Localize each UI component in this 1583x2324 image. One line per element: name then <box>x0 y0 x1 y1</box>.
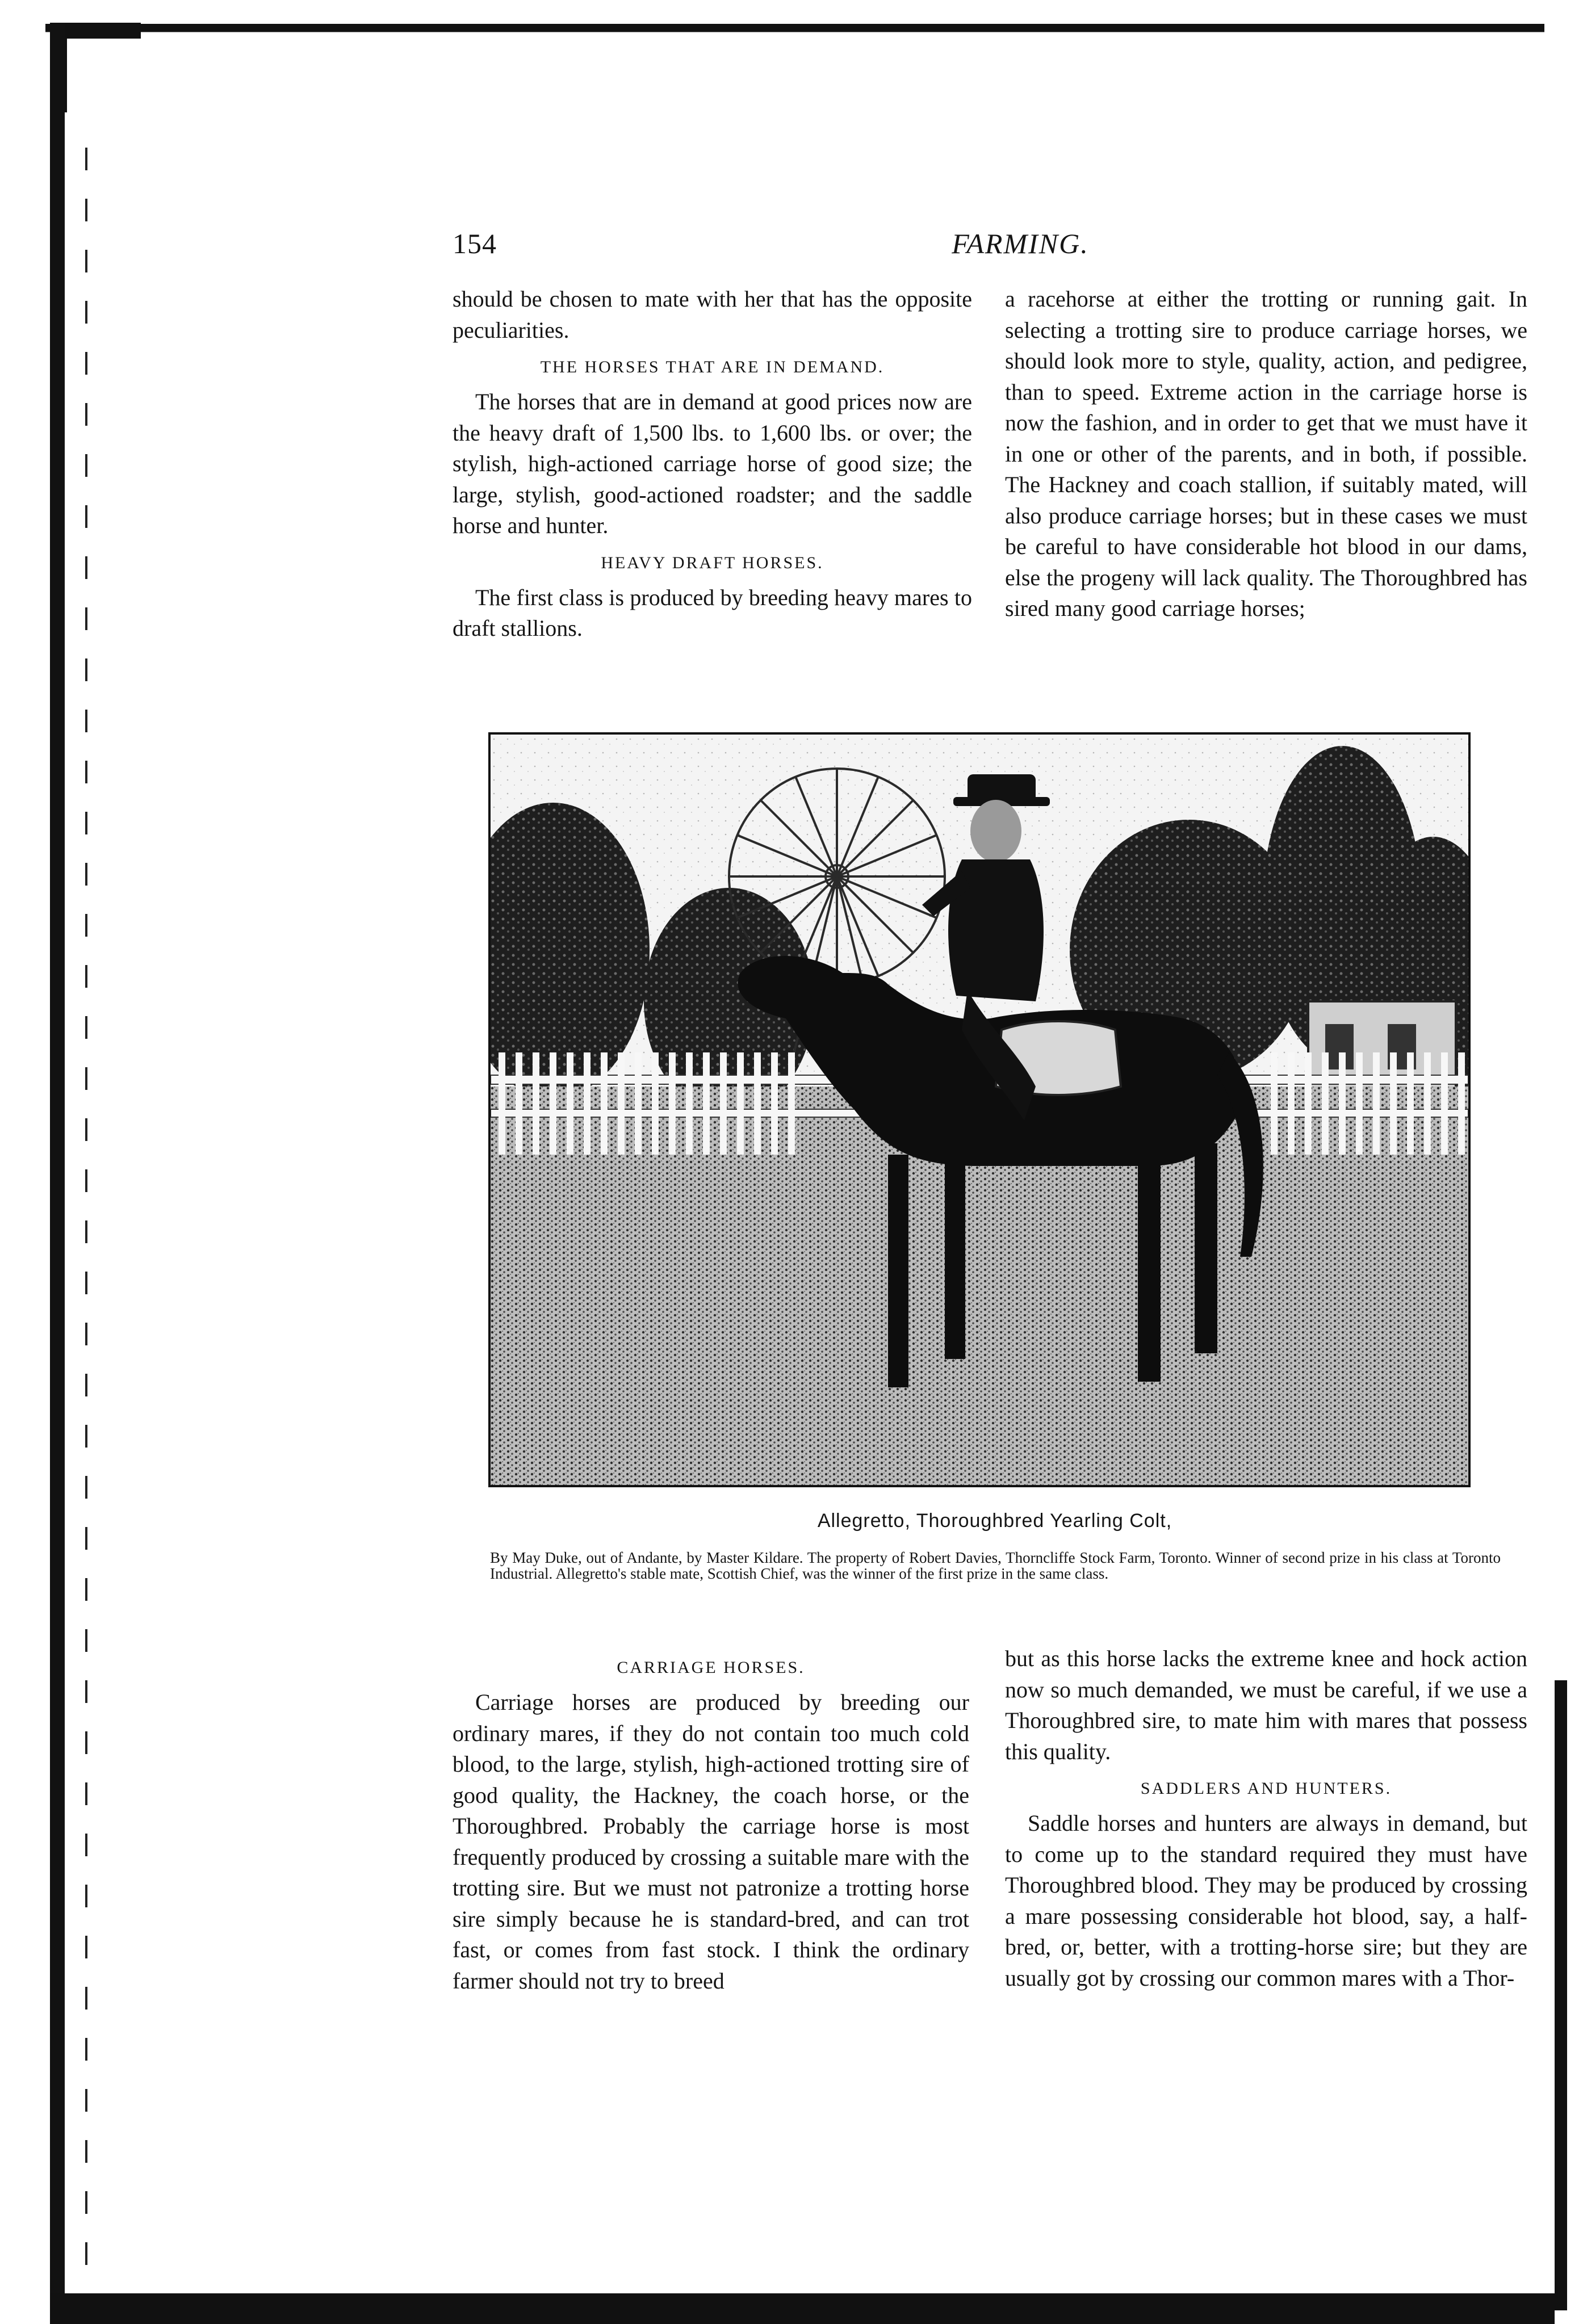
section-heading-saddlers-and-hunters: SADDLERS AND HUNTERS. <box>1140 1779 1392 1798</box>
paragraph: Saddle horses and hunters are always in demand, but to come up to the standard required they must have Thoroughbred blood. They may be produced by crossing a mare possessing considerable hot blood, say, a half-bred, or, better, with a trotting-horse sire; but they are usually got by crossing our common mares with a Thor- <box>1005 1810 1527 1991</box>
scan-border-bottom <box>50 2293 1555 2324</box>
figure-caption-body <box>490 1550 1501 1582</box>
page-header <box>453 227 1537 267</box>
paragraph: a racehorse at either the trotting or running gait. In selecting a trotting sire to produce carriage horses, we should look more to style, quality, action, and pedigree, than to speed. Extreme action in the carriage horse is now the fashion, and in order to get that we must have it in one or other of the parents, and in both, if possible. The Hackney and coach stallion, if suitably mated, will also produce carriage horses; but in these cases we must be careful to have considerable hot blood in our dams, else the progeny will lack quality. The Thoroughbred has sired many good carriage horses; <box>1005 286 1527 621</box>
column-bottom-left <box>453 1646 969 1996</box>
paragraph: The horses that are in demand at good prices now are the heavy draft of 1,500 lbs. to 1,600 lbs. or over; the stylish, high-actioned carriage horse of good size; the large, stylish, good-actioned roadster; and the saddle horse and hunter. <box>453 389 972 538</box>
section-heading-heavy-draft: HEAVY DRAFT HORSES. <box>601 553 824 572</box>
page-number: 154 <box>453 228 497 259</box>
figure-caption-text: By May Duke, out of Andante, by Master Kildare. The property of Robert Davies, Thorncliffe Stock Farm, Toronto. Winner of second prize in his class at Toronto Industrial. Allegretto's stable mate, Scottish Chief, was the winner of the first prize in the same class. <box>490 1549 1501 1582</box>
paragraph: should be chosen to mate with her that has the opposite peculiarities. <box>453 286 972 343</box>
section-heading-carriage-horses: CARRIAGE HORSES. <box>617 1658 805 1677</box>
running-title: FARMING. <box>952 228 1089 259</box>
scan-border-top <box>45 24 1544 39</box>
column-bottom-right <box>1005 1643 1527 1994</box>
scan-border-right <box>1555 1680 1567 2310</box>
paragraph: but as this horse lacks the extreme knee and hock action now so much demanded, we must be careful, if we use a Thoroughbred sire, to mate him with mares that possess this quality. <box>1005 1646 1527 1764</box>
scan-border-left <box>50 23 65 2316</box>
figure-caption-title: Allegretto, Thoroughbred Yearling Colt, <box>817 1510 1172 1532</box>
paragraph: Carriage horses are produced by breeding our ordinary mares, if they do not contain too much cold blood, to the large, stylish, high-actioned trotting sire of good quality, the Hackney, the coach horse, or the Thoroughbred. Probably the carriage horse is most frequently produced by crossing a suitable mare with the trotting sire. But we must not patronize a trotting horse sire simply because he is standard-bred, and can trot fast, or comes from fast stock. I think the ordinary farmer should not try to breed <box>453 1689 969 1994</box>
column-top-right <box>1005 284 1527 624</box>
horse-photograph <box>488 732 1471 1487</box>
paragraph: The first class is produced by breeding heavy mares to draft stallions. <box>453 584 972 641</box>
column-top-left <box>453 284 972 644</box>
scan-gutter-marks <box>85 148 87 2316</box>
section-heading-horses-in-demand: THE HORSES THAT ARE IN DEMAND. <box>540 358 885 376</box>
horse-photo-illustration <box>491 735 1468 1485</box>
